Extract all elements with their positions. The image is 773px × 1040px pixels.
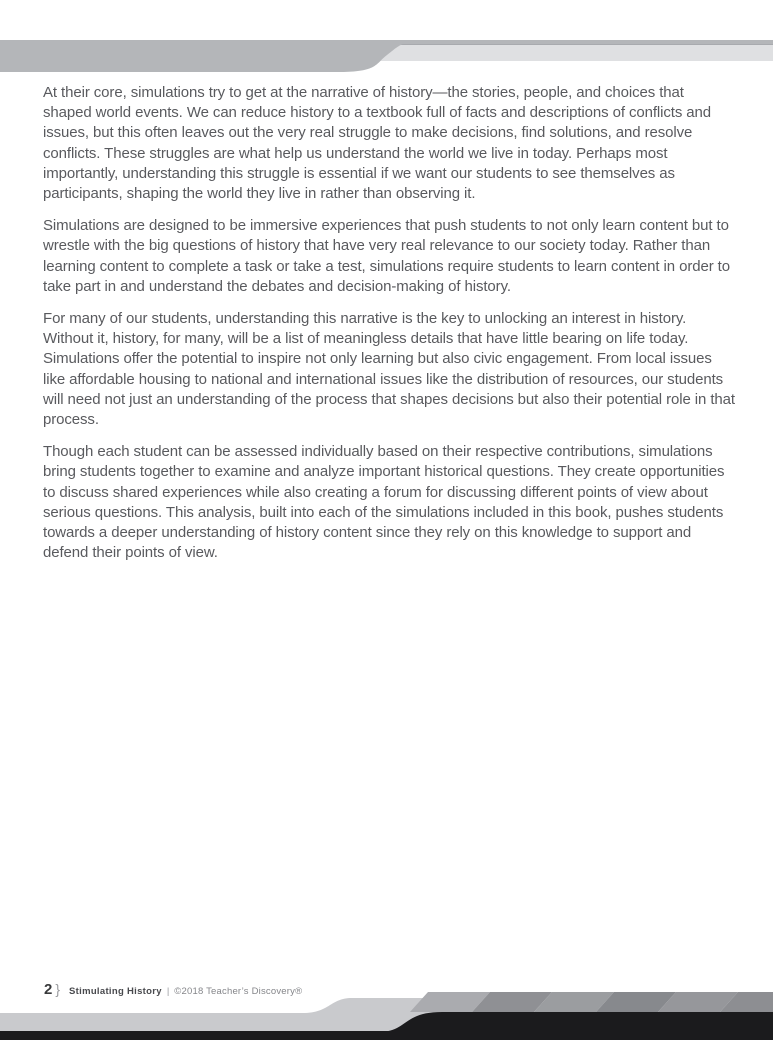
paragraph-1: At their core, simulations try to get at the narrative of history—the stories, people, and choices that shaped world events. We can reduce history to a textbook full of facts and descriptions of conflicts and issues, but this often leaves out the very real struggle to make decisions, find solutions, and resolve conflicts. These struggles are what help us understand the world we live in today. Perhaps most importantly, understanding this struggle is essential if we want our students to see themselves as participants, shaping the world they live in rather than observing it. bbox=[43, 84, 712, 203]
book-title: Stimulating History bbox=[69, 986, 162, 997]
bottom-black-swoosh bbox=[378, 1012, 773, 1032]
page-number: 2 bbox=[44, 981, 53, 998]
footer-separator: | bbox=[166, 986, 170, 997]
top-gray-swoosh bbox=[0, 40, 428, 72]
top-light-gray-band bbox=[347, 45, 773, 61]
top-header-decoration bbox=[0, 40, 773, 76]
bottom-footer-decoration bbox=[0, 990, 773, 1040]
copyright-text: ©2018 Teacher’s Discovery® bbox=[174, 986, 303, 997]
paragraph-2: Simulations are designed to be immersive experiences that push students to not only learn content but to wrestle with the big questions of history that have very real relevance to our society today. Rather than learning content to complete a task or take a test, simulations require students to learn content in order to take part in and understand the debates and decision-making of history. bbox=[43, 217, 730, 295]
paragraph-4: Though each student can be assessed individually based on their respective contributions, simulations bring students together to examine and analyze important historical questions. They create opportunities to discuss shared experiences while also creating a forum for discussing different points of view about serious questions. This analysis, built into each of the simulations included in this book, pushes students towards a deeper understanding of history content since they rely on this knowledge to support and defend their points of view. bbox=[43, 443, 725, 562]
body-text bbox=[43, 83, 735, 563]
bottom-diagonal-stripes bbox=[410, 992, 773, 1012]
bottom-black-strip bbox=[0, 1031, 773, 1040]
brace-ornament: } bbox=[55, 981, 61, 997]
paragraph-3: For many of our students, understanding this narrative is the key to unlocking an interest in history. Without it, history, for many, will be a list of meaningless details that have little bearing on life today. Simulations offer the potential to inspire not only learning but also civic engagement. From local issues like affordable housing to national and international issues like the distribution of resources, our students will need not just an understanding of the process that shapes decisions but also their potential role in that process. bbox=[43, 310, 735, 429]
bottom-light-gray-swoosh bbox=[0, 998, 440, 1031]
